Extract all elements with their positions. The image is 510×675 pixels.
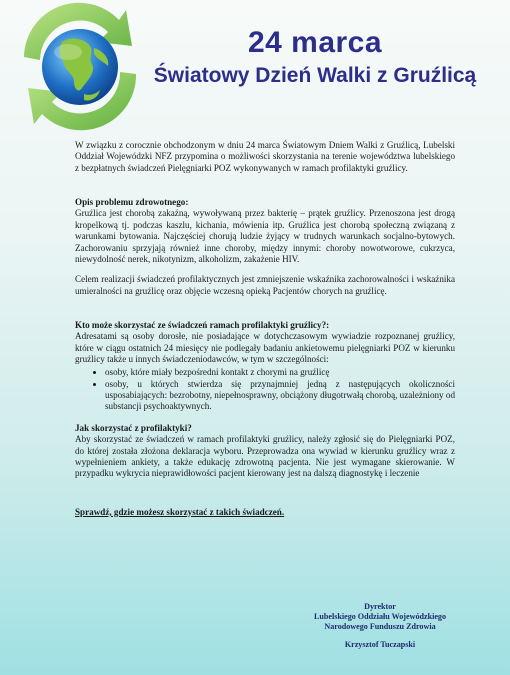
goal-paragraph: Celem realizacji świadczeń profilaktycznych jest zmniejszenie wskaźnika zachorowalności i wskaźnika umieralności na gruźlicę oraz objęcie wczesną opieką Pacjentów chorych na gruźlicę. xyxy=(75,274,455,296)
signature-name: Krzysztof Tuczapski xyxy=(344,640,416,650)
who-section-title: Kto może skorzystać ze świadczeń ramach profilaktyki gruźlicy?: xyxy=(75,319,330,330)
how-section-title: Jak skorzystać z profilaktyki? xyxy=(75,422,192,433)
header xyxy=(120,0,510,88)
signature-block xyxy=(280,602,480,650)
problem-paragraph: Gruźlica jest chorobą zakaźną, wywoływaną przez bakterię – prątek gruźlicy. Przenoszona jest drogą kropelkową tj. podczas kaszlu, kichania, mówienia itp. Gruźlica jest chorobą społeczną związaną z warunkami bytowania. Najczęściej chorują ludzie żyjący w trudnych warunkach socjalno-bytowych. Zachorowaniu sprzyjają również inne choroby, między innymi: choroby nowotworowe, cukrzyca, niewydolność nerek, nikotynizm, alkoholizm, zakażenie HIV. xyxy=(75,208,455,264)
signature-title: Dyrektor xyxy=(364,602,396,611)
how-paragraph: Aby skorzystać ze świadczeń w ramach profilaktyki gruźlicy, należy zgłosić się do Pielęgniarki POZ, do której została złożona deklaracja wyboru. Przeprowadza ona wywiad w kierunku gruźlicy wraz z wypełnieniem ankiety, a także edukację zdrowotną pacjenta. Nie jest wymagane skierowanie. W przypadku wykrycia nieprawidłowości pacjent kierowany jest na dalszą diagnostykę i leczenie xyxy=(75,434,455,479)
list-item: • osoby, które miały bezpośredni kontakt z chorymi na gruźlicę xyxy=(105,367,455,378)
list-item: • osoby, u których stwierdza się przynajmniej jedną z następujących okoliczności usposabiających: bezrobotny, niepełnosprawny, obciążony długotrwałą chorobą, uzależniony od substancji psychoaktywnych. xyxy=(105,379,455,413)
intro-paragraph: W związku z corocznie obchodzonym w dniu 24 marca Światowym Dniem Walki z Gruźlicą, Lubelski Oddział Wojewódzki NFZ przypomina o możliwości skorzystania na terenie województwa lubelskiego z bezpłatnych świadczeń Pielęgniarki POZ wykonywanych w ramach profilaktyki gruźlicy. xyxy=(75,140,455,173)
page-title: Światowy Dzień Walki z Gruźlicą xyxy=(153,64,477,87)
eligibility-list xyxy=(75,367,455,412)
signature-org-line: Narodowego Funduszu Zdrowia xyxy=(324,622,436,632)
who-paragraph: Adresatami są osoby dorosłe, nie posiadające w dotychczasowym wywiadzie rozpoznanej gruźlicy, które w ciągu ostatnich 24 miesięcy nie podlegały badaniu ankietowemu pielęgniarki POZ w kierunku gruźlicy także u innych świadczeniodawców, w tym w szczególności: xyxy=(75,331,455,365)
event-date: 24 marca xyxy=(247,26,383,59)
check-providers-link[interactable]: Sprawdź, gdzie możesz skorzystać z takich świadczeń. xyxy=(75,506,285,517)
problem-section-title: Opis problemu zdrowotnego: xyxy=(75,197,189,208)
document-body xyxy=(75,140,455,527)
signature-org-line: Lubelskiego Oddziału Wojewódzkiego xyxy=(313,612,447,622)
